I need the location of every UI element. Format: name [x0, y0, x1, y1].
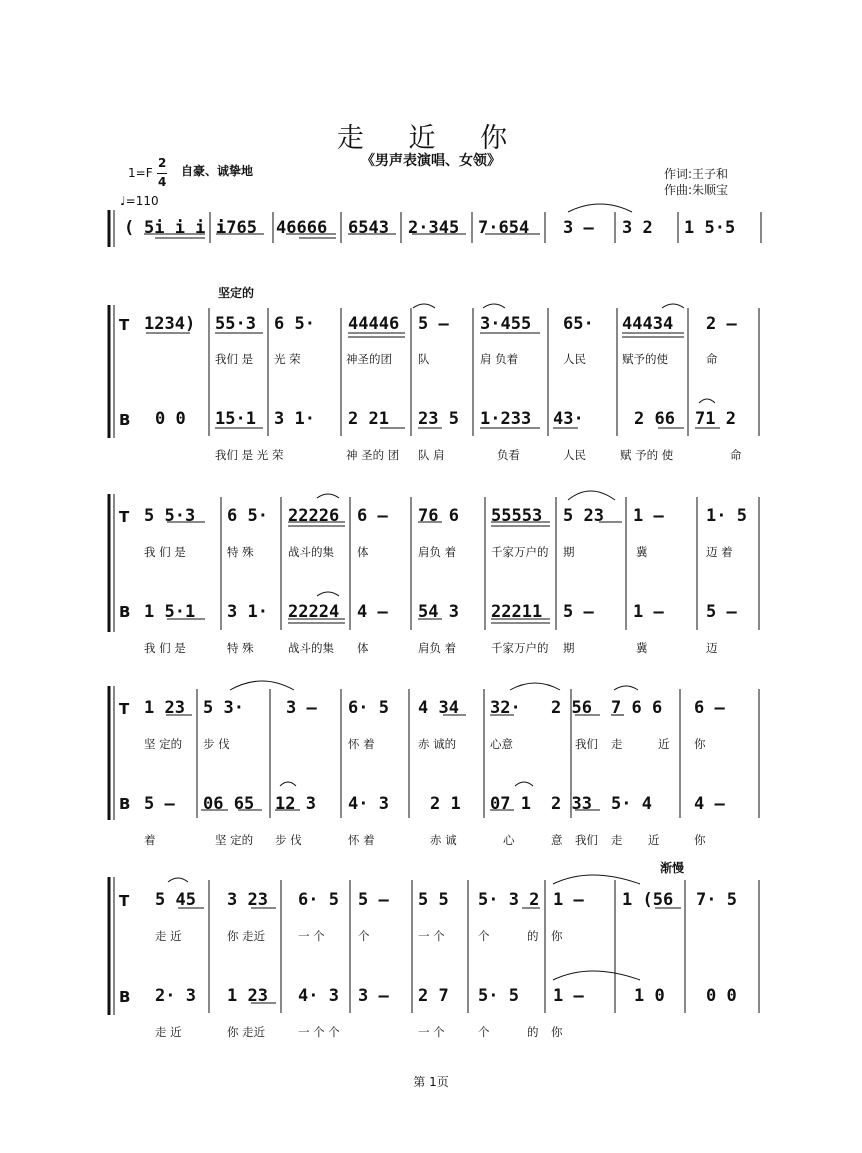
open-parenthesis: ( [124, 218, 135, 238]
bass-notes: 5· 5 [478, 986, 519, 1006]
bass-lyric: 命 [730, 448, 742, 462]
tenor-lyric: 怀 着 [348, 737, 375, 751]
bass-lyric: 迈 [706, 641, 718, 655]
bass-lyric: 特 殊 [227, 641, 254, 655]
tenor-lyric: 心意 [490, 737, 513, 751]
composer-credit: 作曲:朱顺宝 [664, 183, 729, 197]
tenor-lyric: 冀 [636, 545, 648, 559]
bass-lyric: 人民 [563, 448, 586, 462]
bass-lyric: 负看 [497, 448, 520, 462]
bass-notes: 1 5·1 [144, 602, 196, 622]
tenor-notes: 6 5· [227, 506, 268, 526]
bass-notes: 1 0 [634, 986, 665, 1006]
bass-notes: 1·233 [480, 409, 532, 429]
tenor-lyric: 的 [527, 929, 539, 943]
page-number: 第 1页 [413, 1075, 449, 1089]
tenor-notes: 7· 5 [696, 890, 737, 910]
tenor-notes: 1· 5 [706, 506, 747, 526]
bass-notes: 4 – [694, 794, 725, 814]
bass-lyric: 肩负 着 [418, 641, 457, 655]
measure-notes: 1 5·5 [684, 218, 736, 238]
tenor-lyric: 你 走近 [227, 929, 266, 943]
bass-lyric: 着 [144, 833, 156, 847]
bass-notes: 5 – [706, 602, 737, 622]
tenor-label: T [119, 316, 130, 334]
bass-notes: 12 3 [275, 794, 316, 814]
tenor-notes: 6 5· [274, 314, 315, 334]
bass-lyric: 怀 着 [348, 833, 375, 847]
tenor-notes: 3 – [286, 698, 317, 718]
bass-notes: 0 0 [706, 986, 737, 1006]
bass-lyric: 一 个 个 [298, 1025, 340, 1039]
bass-lyric: 我们 是 光 荣 [215, 448, 284, 462]
bass-notes: 54 3 [418, 602, 459, 622]
bass-lyric: 神 圣的 团 [346, 448, 400, 462]
tenor-notes: 1234) [144, 314, 196, 334]
measure-notes: 2·345 [408, 218, 460, 238]
expression-marking: 自豪、诚挚地 [181, 164, 254, 178]
bass-notes: 4· 3 [348, 794, 389, 814]
score-title: 走 近 你 [336, 123, 526, 154]
tenor-notes: 55·3 [215, 314, 256, 334]
tenor-notes: 1 – [633, 506, 664, 526]
tenor-lyric: 走 近 [155, 929, 182, 943]
bass-lyric: 赋 予的 使 [620, 448, 674, 462]
bass-notes: 5 – [563, 602, 594, 622]
tenor-lyric: 体 [357, 545, 369, 559]
tenor-lyric: 特 殊 [227, 545, 254, 559]
time-signature-bar [157, 173, 167, 174]
bass-notes: 2 1 [430, 794, 461, 814]
bass-notes: 23 5 [418, 409, 459, 429]
tenor-notes: 5 23 [563, 506, 604, 526]
tenor-notes: 65· [563, 314, 594, 334]
tenor-lyric: 坚 定的 [144, 737, 183, 751]
tenor-lyric: 你 [694, 737, 706, 751]
tenor-label: T [119, 700, 130, 718]
bass-lyric: 走 [611, 833, 623, 847]
bass-lyric: 的 [527, 1025, 539, 1039]
bass-notes: 15·1 [215, 409, 256, 429]
bass-notes: 2· 3 [155, 986, 196, 1006]
measure-notes: 7·654 [478, 218, 530, 238]
tenor-label: T [119, 508, 130, 526]
bass-label: B [119, 603, 131, 621]
lyricist-credit: 作词:王子和 [664, 167, 729, 181]
tenor-notes: 32· [490, 698, 521, 718]
tenor-notes: 7 6 6 [611, 698, 663, 718]
bass-notes: 2 7 [418, 986, 449, 1006]
tenor-notes: 3 23 [227, 890, 268, 910]
tenor-notes: 5 45 [155, 890, 196, 910]
bass-notes: 2 33 [551, 794, 592, 814]
bass-lyric: 期 [563, 641, 575, 655]
measure-notes: 3 – [563, 218, 594, 238]
bass-lyric: 冀 [636, 641, 648, 655]
tenor-lyric: 你 [551, 929, 563, 943]
tenor-lyric: 赤 诚的 [418, 737, 457, 751]
bass-notes: 4 – [357, 602, 388, 622]
bass-notes: 0 0 [155, 409, 186, 429]
tenor-lyric: 迈 着 [706, 545, 733, 559]
bass-notes: 3 – [358, 986, 389, 1006]
tenor-lyric: 走 [611, 737, 623, 751]
tenor-notes: 6· 5 [298, 890, 339, 910]
bass-lyric: 个 [478, 1025, 490, 1039]
key-signature: 1=F [128, 166, 153, 180]
tenor-notes: 1 23 [144, 698, 185, 718]
tenor-lyric: 人民 [563, 352, 586, 366]
bass-lyric: 体 [357, 641, 369, 655]
tenor-lyric: 我们 是 [215, 352, 254, 366]
tenor-lyric: 肩负 着 [418, 545, 457, 559]
bass-lyric: 你 [694, 833, 706, 847]
tenor-notes: 2 – [706, 314, 737, 334]
bass-notes: 3 1· [227, 602, 268, 622]
tempo-change-marking: 渐慢 [660, 861, 685, 875]
tenor-notes: 2 56 [551, 698, 592, 718]
tenor-notes: 55553 [491, 506, 543, 526]
tenor-notes: 4 34 [418, 698, 459, 718]
tenor-notes: 76 6 [418, 506, 459, 526]
bass-lyric: 队 肩 [418, 448, 445, 462]
bass-lyric: 你 走近 [227, 1025, 266, 1039]
tenor-notes: 1 – [553, 890, 584, 910]
measure-notes: 5i i i i [144, 218, 226, 238]
tenor-notes: 44446 [348, 314, 400, 334]
bass-label: B [119, 411, 131, 429]
bass-lyric: 一 个 [418, 1025, 445, 1039]
bass-lyric: 近 [648, 833, 660, 847]
tenor-notes: 5 – [418, 314, 449, 334]
bass-lyric: 步 伐 [275, 833, 302, 847]
bass-notes: 2 66 [634, 409, 675, 429]
bass-lyric: 千家万户的 [491, 641, 549, 655]
bass-notes: 2 21 [348, 409, 389, 429]
tenor-notes: 5· 3 2 [478, 890, 540, 910]
tenor-notes: 3·455 [480, 314, 532, 334]
tenor-label: T [119, 892, 130, 910]
bass-notes: 5· 4 [611, 794, 652, 814]
tenor-notes: 6· 5 [348, 698, 389, 718]
tenor-notes: 1 (56 [622, 890, 674, 910]
bass-label: B [119, 988, 131, 1006]
tenor-lyric: 一 个 [418, 929, 445, 943]
bass-lyric: 你 [551, 1025, 563, 1039]
tenor-lyric: 赋予的使 [622, 352, 668, 366]
bass-lyric: 赤 诚 [430, 833, 457, 847]
bass-notes: 3 1· [274, 409, 315, 429]
tenor-lyric: 神圣的团 [346, 352, 392, 366]
bass-notes: 5 – [144, 794, 175, 814]
bass-notes: 1 23 [227, 986, 268, 1006]
measure-notes: 6543 [348, 218, 389, 238]
tenor-lyric: 我 们 是 [144, 545, 186, 559]
tenor-notes: 5 5 [418, 890, 449, 910]
bass-notes: 43· [553, 409, 584, 429]
bass-notes: 1 – [553, 986, 584, 1006]
tenor-notes: 22226 [288, 506, 340, 526]
tenor-lyric: 步 伐 [203, 737, 230, 751]
tenor-lyric: 肩 负着 [480, 352, 519, 366]
tenor-lyric: 队 [418, 352, 430, 366]
tenor-notes: 44434 [622, 314, 674, 334]
time-signature-numerator: 2 [158, 156, 167, 170]
tenor-lyric: 期 [563, 545, 575, 559]
bass-lyric: 意 [551, 833, 563, 847]
tenor-lyric: 个 [358, 929, 370, 943]
bass-label: B [119, 795, 131, 813]
tenor-notes: 6 – [357, 506, 388, 526]
tenor-lyric: 千家万户的 [491, 545, 549, 559]
expression-marking: 坚定的 [218, 286, 255, 300]
bass-lyric: 我 们 是 [144, 641, 186, 655]
measure-notes: 3 2 [622, 218, 653, 238]
bass-notes: 71 2 [695, 409, 736, 429]
bass-lyric: 战斗的集 [288, 641, 334, 655]
bass-notes: 22224 [288, 602, 340, 622]
tenor-notes: 5 – [358, 890, 389, 910]
tenor-notes: 5 5·3 [144, 506, 196, 526]
bass-lyric: 我们 [575, 833, 598, 847]
measure-notes: 46666 [276, 218, 328, 238]
tenor-lyric: 光 荣 [274, 352, 301, 366]
bass-lyric: 走 近 [155, 1025, 182, 1039]
tenor-lyric: 一 个 [298, 929, 325, 943]
bass-notes: 1 – [633, 602, 664, 622]
bass-notes: 22211 [491, 602, 543, 622]
tenor-lyric: 个 [478, 929, 490, 943]
tenor-notes: 6 – [694, 698, 725, 718]
tenor-lyric: 战斗的集 [288, 545, 334, 559]
bass-notes: 4· 3 [298, 986, 339, 1006]
time-signature-denominator: 4 [158, 175, 167, 189]
measure-notes: i765 [216, 218, 257, 238]
tenor-lyric: 我们 [575, 737, 598, 751]
bass-notes: 06 65 [203, 794, 255, 814]
tempo-marking: ♩=110 [120, 194, 159, 208]
tenor-lyric: 命 [706, 352, 718, 366]
bass-lyric: 心 [503, 833, 515, 847]
tenor-notes: 5 3· [203, 698, 244, 718]
bass-notes: 07 1 [490, 794, 531, 814]
score-subtitle: 《男声表演唱、女领》 [361, 153, 501, 169]
tenor-lyric: 近 [658, 737, 670, 751]
bass-lyric: 坚 定的 [215, 833, 254, 847]
